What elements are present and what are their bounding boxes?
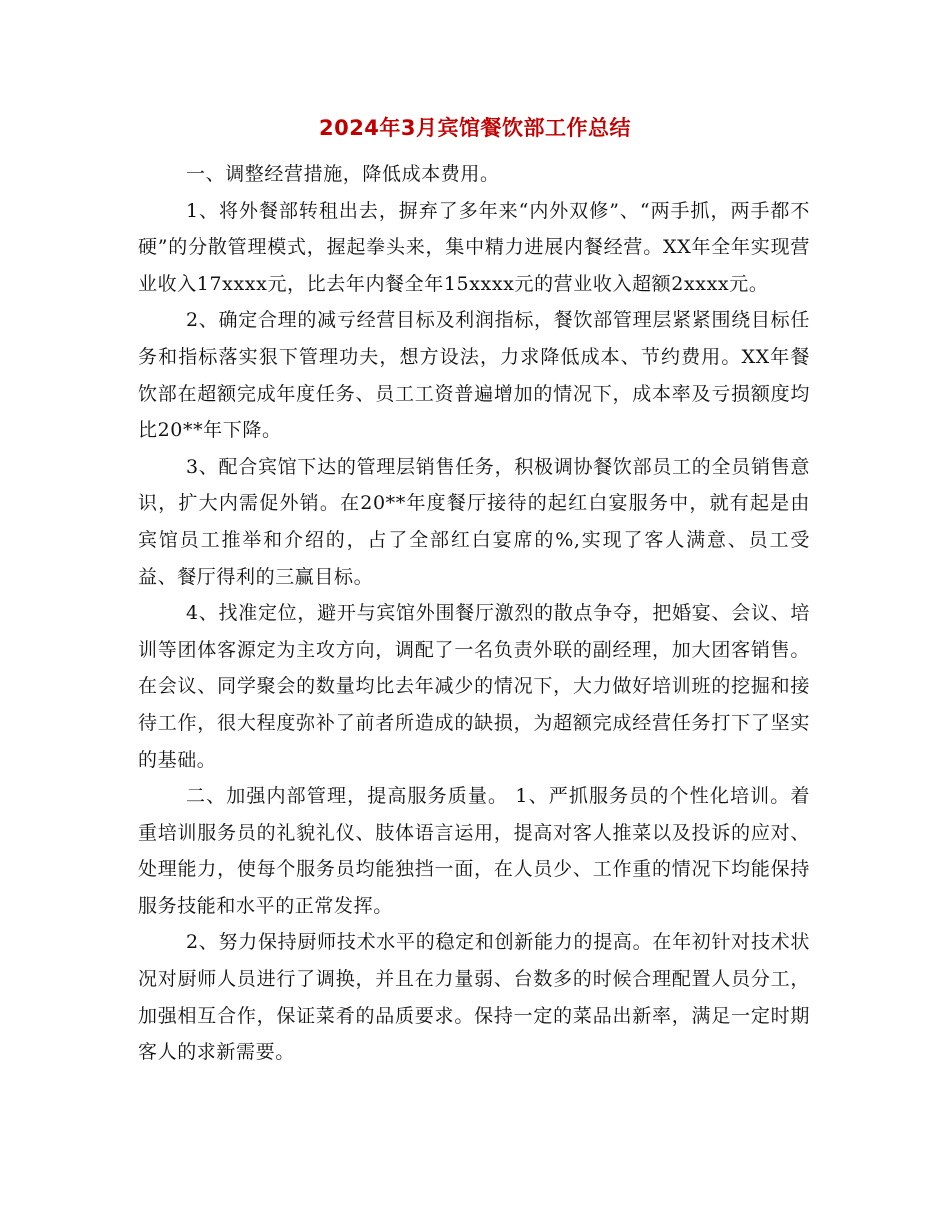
document-body bbox=[138, 156, 810, 1071]
section-heading-1: 一、调整经营措施，降低成本费用。 bbox=[186, 163, 500, 185]
paragraph-4: 4、找准定位，避开与宾馆外围餐厅激烈的散点争夺，把婚宴、会议、培训等团体客源定为主攻方向，调配了一名负责外联的副经理，加大团客销售。在会议、同学聚会的数量均比去年减少的情况下，大力做好培训班的挖掘和接待工作，很大程度弥补了前者所造成的缺损，为超额完成经营任务打下了坚实的基础。 bbox=[138, 602, 810, 771]
section-heading-2-paragraph: 二、加强内部管理，提高服务质量。 1、严抓服务员的个性化培训。着重培训服务员的礼貌礼仪、肢体语言运用，提高对客人推菜以及投诉的应对、处理能力，使每个服务员均能独挡一面，在人员少、工作重的情况下均能保持服务技能和水平的正常发挥。 bbox=[138, 785, 810, 917]
paragraph-5: 2、努力保持厨师技术水平的稳定和创新能力的提高。在年初针对技术状况对厨师人员进行了调换，并且在力量弱、台数多的时候合理配置人员分工，加强相互合作，保证菜肴的品质要求。保持一定的菜品出新率，满足一定时期客人的求新需要。 bbox=[138, 931, 810, 1064]
document-title: 2024年3月宾馆餐饮部工作总结 bbox=[318, 116, 632, 140]
paragraph-3: 3、配合宾馆下达的管理层销售任务，积极调协餐饮部员工的全员销售意识，扩大内需促外销。在20**年度餐厅接待的起红白宴服务中，就有起是由宾馆员工推举和介绍的，占了全部红白宴席的%,实现了客人满意、员工受益、餐厅得利的三赢目标。 bbox=[138, 455, 810, 588]
paragraph-1: 1、将外餐部转租出去，摒弃了多年来“内外双修”、“两手抓，两手都不硬”的分散管理模式，握起拳头来，集中精力进展内餐经营。XX年全年实现营业收入17xxxx元，比去年内餐全年15xxxx元的营业收入超额2xxxx元。 bbox=[138, 199, 810, 295]
paragraph-2: 2、确定合理的减亏经营目标及利润指标，餐饮部管理层紧紧围绕目标任务和指标落实狠下管理功夫，想方设法，力求降低成本、节约费用。XX年餐饮部在超额完成年度任务、员工工资普遍增加的情况下，成本率及亏损额度均比20**年下降。 bbox=[138, 309, 810, 442]
